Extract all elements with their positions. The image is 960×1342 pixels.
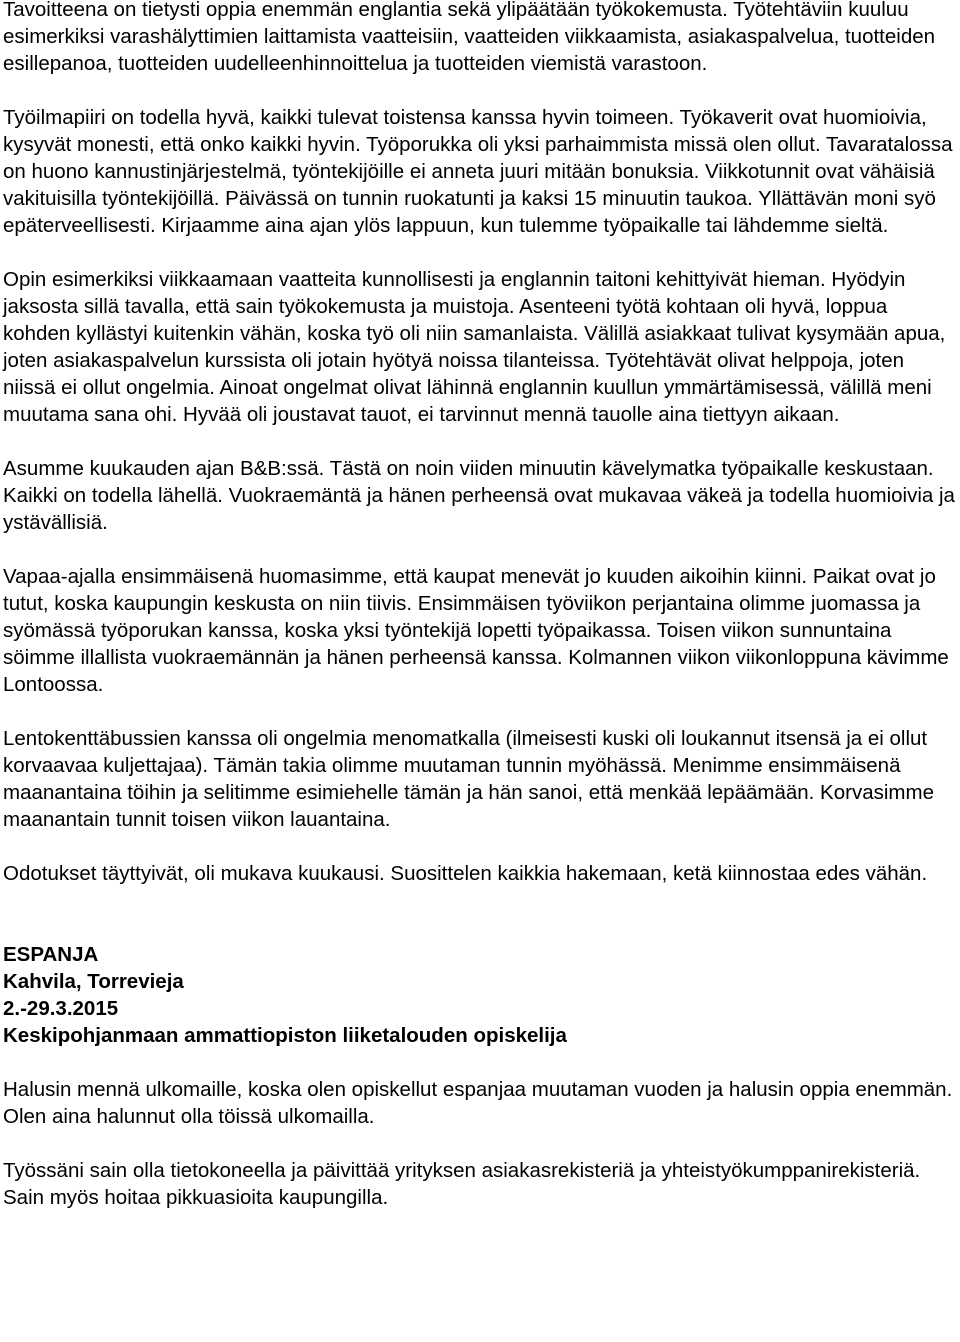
paragraph-learning: Opin esimerkiksi viikkaamaan vaatteita kunnollisesti ja englannin taitoni kehittyivät hieman. Hyödyin jaksosta sillä tavalla, että sain työkokemusta ja muistoja. Asenteeni työtä kohtaan oli hyvä, loppua kohden kyllästyi kuitenkin vähän, koska työ oli niin samanlaista. Välillä asiakkaat tulivat kysymään apua, joten asiakaspalvelun kurssista oli jotain hyötyä noissa tilanteissa. Työtehtävät olivat helppoja, joten niissä ei ollut ongelmia. Ainoat ongelmat olivat lähinnä englannin kuullun ymmärtämisessä, välillä meni muutama sana ohi. Hyvää oli joustavat tauot, ei tarvinnut mennä tauolle aina tiettyyn aikaan. <box>3 268 946 426</box>
section-heading <box>3 941 955 1049</box>
paragraph-accommodation: Asumme kuukauden ajan B&B:ssä. Tästä on noin viiden minuutin kävelymatka työpaikalle keskustaan. Kaikki on todella lähellä. Vuokraemäntä ja hänen perheensä ovat mukavaa väkeä ja todella huomioivia ja ystävällisiä. <box>3 457 955 534</box>
section-student: Keskipohjanmaan ammattiopiston liiketalouden opiskelija <box>3 1024 567 1047</box>
section-country: ESPANJA <box>3 943 99 966</box>
paragraph-job-description: Työssäni sain olla tietokoneella ja päivittää yrityksen asiakasrekisteriä ja yhteistyökumppanirekisteriä. Sain myös hoitaa pikkuasioita kaupungilla. <box>3 1159 921 1209</box>
paragraph-work-atmosphere: Työilmapiiri on todella hyvä, kaikki tulevat toistensa kanssa hyvin toimeen. Työkaverit ovat huomioivia, kysyvät monesti, että onko kaikki hyvin. Työporukka oli yksi parhaimmista missä olen ollut. Tavaratalossa on huono kannustinjärjestelmä, työntekijöille ei anneta juuri mitään bonuksia. Viikkotunnit ovat vähäisiä vakituisilla työntekijöillä. Päivässä on tunnin ruokatunti ja kaksi 15 minuutin taukoa. Yllättävän moni syö epäterveellisesti. Kirjaamme aina ajan ylös lappuun, kun tulemme työpaikalle tai lähdemme sieltä. <box>3 106 953 237</box>
paragraph-motivation: Halusin mennä ulkomaille, koska olen opiskellut espanjaa muutaman vuoden ja halusin oppia enemmän. Olen aina halunnut olla töissä ulkomailla. <box>3 1078 953 1128</box>
paragraph-goals-tasks: Tavoitteena on tietysti oppia enemmän englantia sekä ylipäätään työkokemusta. Työtehtäviin kuuluu esimerkiksi varashälyttimien laittamista vaatteisiin, vaatteiden viikkaamista, asiakaspalvelua, tuotteiden esillepanoa, tuotteiden uudelleenhinnoittelua ja tuotteiden viemistä varastoon. <box>3 0 936 75</box>
section-dates: 2.-29.3.2015 <box>3 997 119 1020</box>
paragraph-problems: Lentokenttäbussien kanssa oli ongelmia menomatkalla (ilmeisesti kuski oli loukannut itsensä ja ei ollut korvaavaa kuljettajaa). Tämän takia olimme muutaman tunnin myöhässä. Menimme ensimmäisenä maanantaina töihin ja selitimme esimiehelle tämän ja hän sanoi, että menkää lepäämään. Korvasimme maanantain tunnit toisen viikon lauantaina. <box>3 727 934 831</box>
paragraph-free-time: Vapaa-ajalla ensimmäisenä huomasimme, että kaupat menevät jo kuuden aikoihin kiinni. Paikat ovat jo tutut, koska kaupungin keskusta on niin tiivis. Ensimmäisen työviikon perjantaina olimme juomassa ja syömässä työporukan kanssa, koska yksi työntekijä lopetti työpaikassa. Toisen viikon sunnuntaina söimme illallista vuokraemännän ja hänen perheensä kanssa. Kolmannen viikon viikonloppuna kävimme Lontoossa. <box>3 565 949 696</box>
document-page <box>3 0 955 1211</box>
paragraph-summary: Odotukset täyttyivät, oli mukava kuukausi. Suosittelen kaikkia hakemaan, ketä kiinnostaa edes vähän. <box>3 862 928 885</box>
section-workplace: Kahvila, Torrevieja <box>3 970 184 993</box>
